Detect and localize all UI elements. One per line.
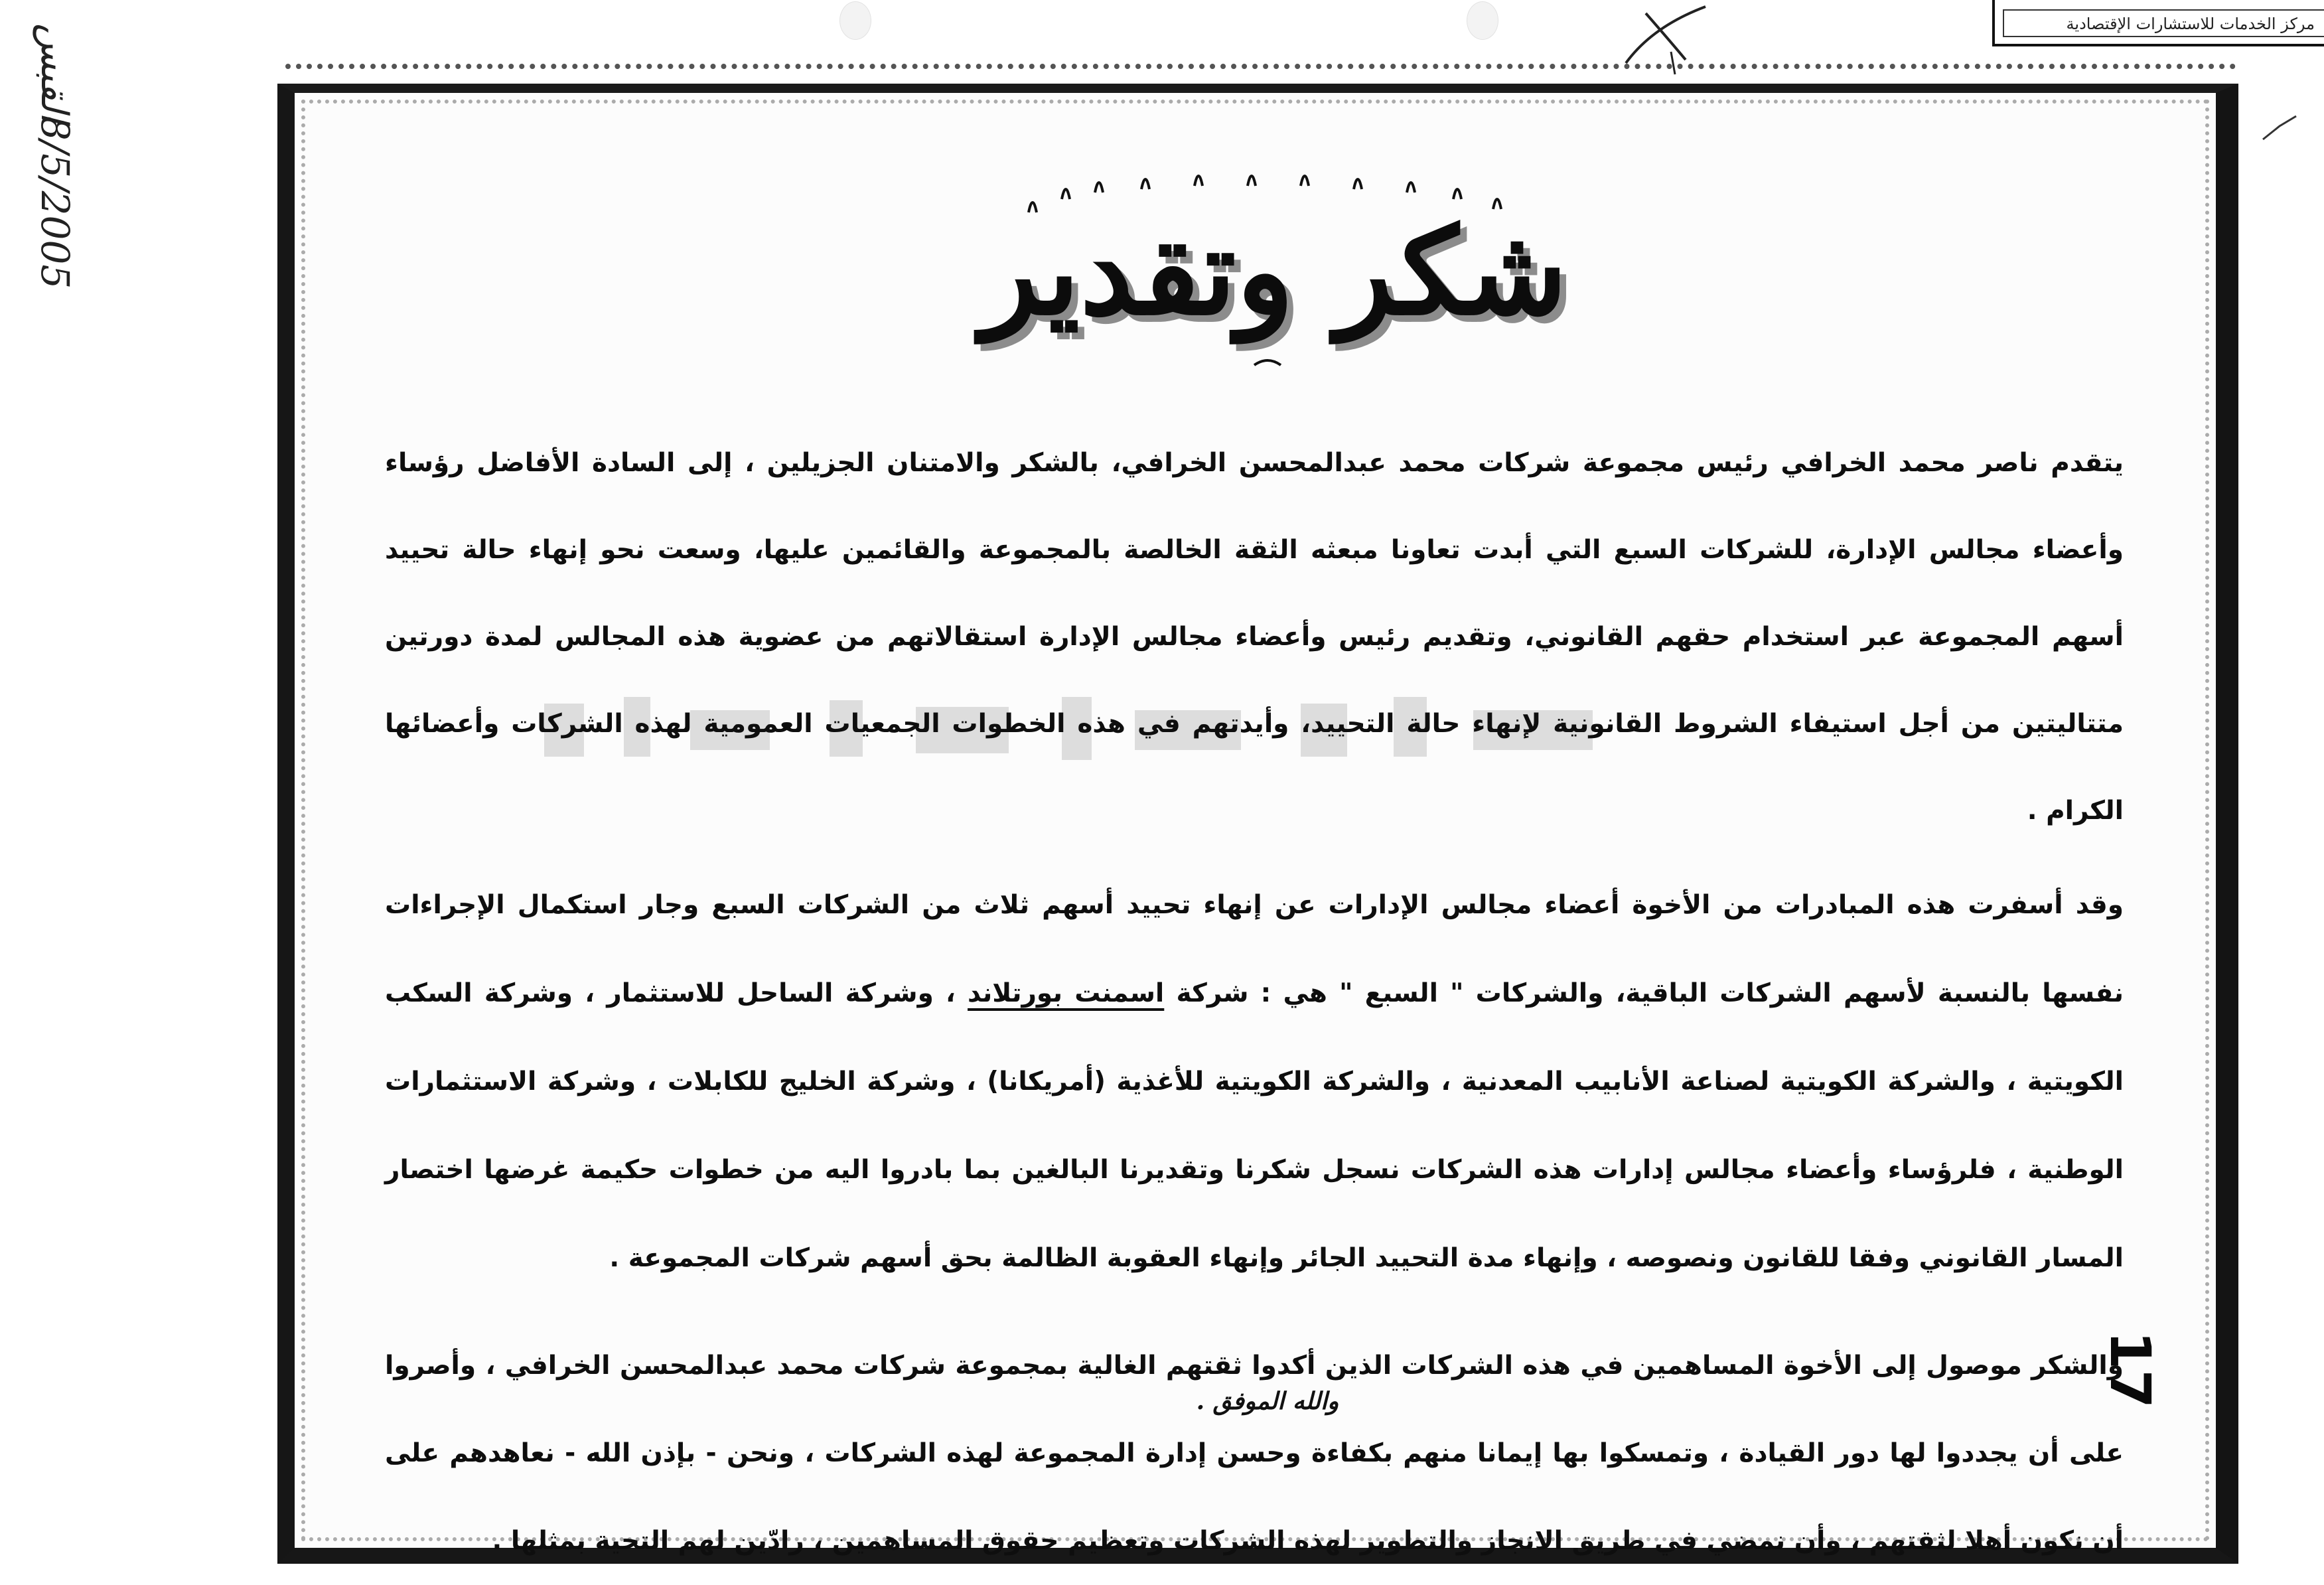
stamp-label: مركز الخدمات للاستشارات الإقتصادية	[2003, 9, 2324, 37]
paragraph-2-text-before: وقد أسفرت هذه المبادرات من الأخوة أعضاء مجالس الإدارات عن إنهاء تحييد أسهم ثلاث من الشركات السبع وجار استكمال الإجراءات نفسها بالنسبة لأسهم الشركات الباقية، والشركات " السبع " هي : شركة	[385, 890, 2124, 1008]
heading	[976, 166, 1573, 385]
paragraph-3: والشكر موصول إلى الأخوة المساهمين في هذه الشركات الذين أكدوا ثقتهم الغالية بمجموعة شركات محمد عبدالمحسن الخرافي ، وأصروا على أن يجددوا لها دور القيادة ، وتمسكوا بها إيمانا منهم بكفاءة وحسن إدارة المجموعة لهذه الشركات ، ونحن - بإذن الله - نعاهدهم على أن نكون أهلا لثقتهم ، وأن نمضي في طريق الانجاز والتطوير لهذه الشركات وتعظيم حقوق المساهمين ، رادّين لهم التحية بمثلها .	[385, 1351, 2124, 1556]
punch-hole	[1467, 1, 1498, 40]
paragraph-1: يتقدم ناصر محمد الخرافي رئيس مجموعة شركات محمد عبدالمحسن الخرافي، بالشكر والامتنان الجزيلين ، إلى السادة الأفاضل رؤساء وأعضاء مجالس الإدارة، للشركات السبع التي أبدت تعاونا مبعثه الثقة الخالصة بالمجموعة والقائمين عليها، وسعت نحو إنهاء حالة تحييد أسهم المجموعة عبر استخدام حقهم القانوني، وتقديم رئيس وأعضاء مجالس الإدارة استقالاتهم من عضوية هذه المجالس لمدة دورتين متتاليتين من أجل استيفاء الشروط القانونية لإنهاء حالة التحييد، وأيدتهم في هذه الخطوات الجمعيات العمومية لهذه الشركات وأعضائها الكرام .	[385, 448, 2124, 826]
handwritten-date-text: 8/5/2005	[33, 116, 78, 289]
clipping-top-edge	[285, 64, 2236, 86]
handwritten-date	[5, 116, 78, 289]
archive-stamp	[1992, 0, 2324, 46]
margin-tick	[2260, 113, 2299, 153]
heading-title: شكر وتقدير	[980, 202, 1568, 342]
underlined-company-name: اسمنت بورتلاند	[968, 978, 1165, 1008]
handwritten-source	[5, 20, 78, 126]
closing-line: والله الموفق .	[1196, 1387, 1339, 1415]
paragraph-2	[385, 861, 2124, 1302]
paragraph-2-text-after: ، وشركة الساحل للاستثمار ، وشركة السكب الكويتية ، والشركة الكويتية لصناعة الأنابيب المعدنية ، والشركة الكويتية للأغذية (أمريكانا) ، وشركة الخليج للكابلات ، وشركة الاستثمارات الوطنية ، فلرؤساء وأعضاء مجالس إدارات هذه الشركات نسجل شكرنا وتقديرنا البالغين بما بادروا اليه من خطوات حكيمة غرضها اختصار المسار القانوني وفقا للقانون ونصوصه ، وإنهاء مدة التحييد الجائر وإنهاء العقوبة الظالمة بحق أسهم شركات المجموعة .	[385, 978, 2124, 1273]
punch-hole	[839, 1, 871, 40]
page-number: 17	[2098, 1331, 2163, 1408]
handwritten-source-text: القبس	[33, 23, 76, 123]
